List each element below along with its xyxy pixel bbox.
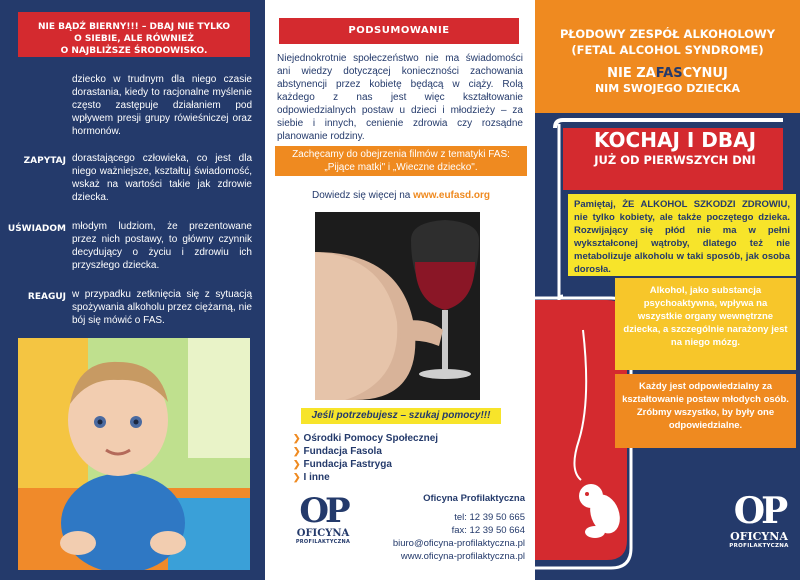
kochaj-subheading: JUŻ OD PIERWSZYCH DNI [594,153,756,167]
logo-letters: OP [299,491,347,531]
label-uswiadom: UŚWIADOM [7,224,66,234]
org-name: Fundacja Fasola [303,446,382,457]
pregnant-wine-photo [315,212,480,400]
slogan-part: CYNUJ [682,66,728,81]
contact-fax: fax: 12 39 50 664 [451,525,525,536]
contact-org: Oficyna Profilaktyczna [423,493,525,504]
logo-subtitle: PROFILAKTYCZNA [729,543,789,549]
slogan-line [535,66,800,81]
contact-info [355,492,525,563]
chevron-right-icon: ❯ [293,433,301,443]
child-photo [18,338,250,570]
eufasd-link[interactable]: www.eufasd.org [413,190,491,201]
logo-letters: OP [733,490,785,532]
kochaj-heading: KOCHAJ I DBAJ [593,128,757,152]
films-line: „Pijące matki" i „Wieczne dziecko". [324,162,478,173]
chevron-right-icon: ❯ [293,446,301,456]
left-header-line: O SIEBIE, ALE RÓWNIEŻ [74,34,194,44]
left-intro-text: dziecko w trudnym dla niego czasie dorastania, kiedy to racjonalne myślenie często zastępuje działaniem pod wpływem presji grupy rówieśniczej oraz hormonów. [72,74,252,137]
left-header-banner [18,12,250,57]
contact-email[interactable]: biuro@oficyna-profilaktyczna.pl [392,538,525,549]
text-reaguj: w przypadku zetknięcia się z sytuacją spożywania alkoholu przez ciężarną, nie bój się mówić o FAS. [72,289,252,326]
left-header-line: NIE BĄDŹ BIERNY!!! – DBAJ NIE TYLKO [37,22,231,32]
logo-name: OFICYNA [730,530,788,543]
films-line: Zachęcamy do obejrzenia filmów z tematyki FAS: [292,149,510,160]
middle-panel [265,0,535,580]
logo-subtitle: PROFILAKTYCZNA [295,539,351,545]
films-banner [275,146,527,176]
info-box-responsibility: Każdy jest odpowiedzialny za kształtowanie postaw młodych osób. Zróbmy wszystko, by były one odpowiedzialne. [615,374,796,448]
help-banner: Jeśli potrzebujesz – szukaj pomocy!!! [301,408,501,424]
learn-more-text: Dowiedz się więcej na [311,190,411,201]
chevron-right-icon: ❯ [293,472,301,482]
slogan-fas: FAS [655,66,683,81]
right-panel [535,0,800,580]
logo-name: OFICYNA [296,528,350,539]
contact-web[interactable]: www.oficyna-profilaktyczna.pl [400,551,525,562]
title-line: (FETAL ALCOHOL SYNDROME) [571,43,764,57]
slogan-line: NIM SWOJEGO DZIECKA [594,82,741,95]
org-name: Fundacja Fastryga [303,459,392,470]
learn-more [275,190,527,201]
list-item [293,458,438,471]
oficyna-logo [727,492,791,564]
chevron-right-icon: ❯ [293,459,301,469]
org-name: I inne [303,472,330,483]
text-zapytaj: dorastającego człowieka, co jest dla niego ważniejsze, kształtuj świadomość, wskaż na wartości takie jak zdrowie dziecka. [72,153,252,203]
title-fas [535,26,800,58]
info-box-psychoactive: Alkohol, jako substancja psychoaktywna, wpływa na wszystkie organy wewnętrzne dziecka, a szczególnie narażony jest na niego mózg. [615,278,796,370]
contact-tel: tel: 12 39 50 665 [454,512,525,523]
slogan-part: ZA [636,66,656,81]
text-uswiadom: młodym ludziom, że prezentowane przez nich postawy, to główny czynnik decydujący o życiu i zdrowiu ich przyszłego dziecka. [72,221,252,271]
list-item [293,471,438,484]
oficyna-logo [293,491,353,558]
left-header-line: O NAJBLIŻSZE ŚRODOWISKO. [60,46,208,56]
info-box-alcohol-harm: Pamiętaj, ŻE ALKOHOL SZKODZI ZDROWIU, nie tylko kobiety, ale także poczętego dzieka. Rozwijający się płód nie ma w pełni wykształconej wątroby, dlatego też nie metabolizuje alkoholu w taki sposób, jak osoba dorosła. [568,194,796,276]
summary-header: PODSUMOWANIE [279,18,519,44]
list-item [293,432,438,445]
title-line: PŁODOWY ZESPÓŁ ALKOHOLOWY [559,27,776,41]
summary-text: Niejednokrotnie społeczeństwo nie ma świadomości ani wiedzy dotyczącej konieczności zachowania abstynencji przez kobietę będącą w ciąży. Rolą każdego z nas jest więc kształtowanie odpowiedzialnych postaw u dzieci i młodzieży – za siebie i innych, cenienie zdrowia czy rozsądne planowanie rodziny. [277,53,523,142]
left-panel [0,0,265,580]
org-name: Ośrodki Pomocy Społecznej [303,433,439,444]
slogan-part: NIE [607,66,637,81]
organizations-list [293,432,438,484]
list-item [293,445,438,458]
title-slogan [535,66,800,96]
label-reaguj: REAGUJ [27,292,66,302]
label-zapytaj: ZAPYTAJ [23,156,66,166]
